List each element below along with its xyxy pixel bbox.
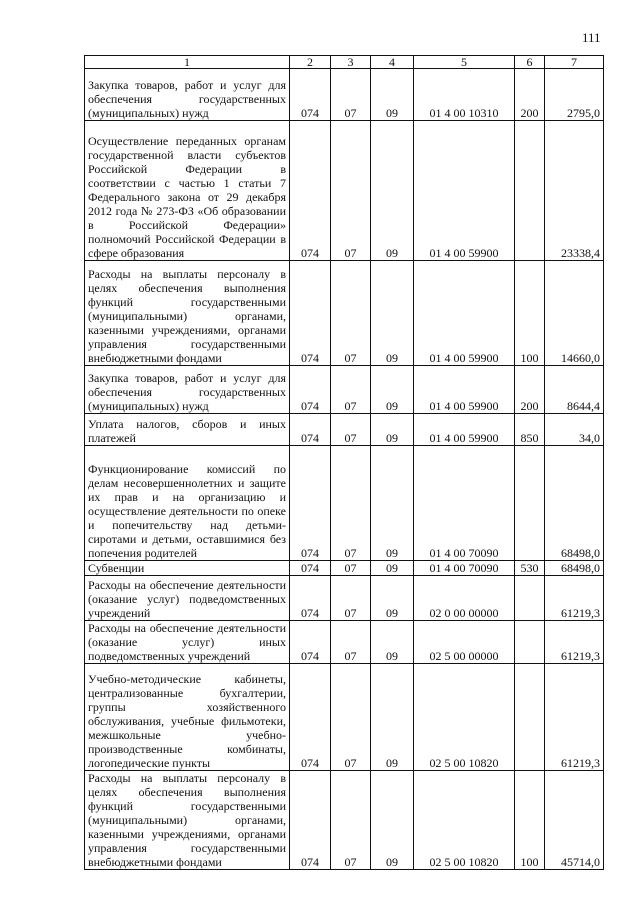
code-subsection: 09 (371, 414, 414, 446)
code-section: 07 (331, 561, 371, 576)
row-description: Осуществление переданных органам государственной власти субъектов Российской Федерации в соответствии с частью 1 статьи 7 Федерального закона от 29 декабря 2012 года № 273-ФЗ «Об образовании в Российской Федерации» полномочий Российской Федерации в сфере образования (85, 121, 290, 261)
code-target-item: 01 4 00 59900 (414, 261, 515, 366)
table-row (85, 771, 604, 870)
row-description: Расходы на обеспечение деятельности (оказание услуг) подведомственных учреждений (85, 576, 290, 621)
code-subsection: 09 (371, 664, 414, 771)
code-target-item: 01 4 00 10310 (414, 69, 515, 121)
code-ministry: 074 (290, 576, 331, 621)
code-ministry: 074 (290, 561, 331, 576)
table-row (85, 621, 604, 664)
amount-value: 61219,3 (545, 664, 604, 771)
code-section: 07 (331, 366, 371, 414)
amount-value: 34,0 (545, 414, 604, 446)
code-section: 07 (331, 771, 371, 870)
budget-table (84, 55, 604, 870)
code-expense-type: 100 (515, 771, 545, 870)
amount-value: 2795,0 (545, 69, 604, 121)
code-section: 07 (331, 121, 371, 261)
row-description: Функционирование комиссий по делам несовершеннолетних и защите их прав и на организацию и осуществление деятельности по опеке и попечительству над детьми-сиротами и детьми, оставшимися без попечения родителей (85, 446, 290, 561)
header-cell: 5 (414, 56, 515, 69)
row-description: Учебно-методические кабинеты, централизованные бухгалтерии, группы хозяйственного обслуживания, учебные фильмотеки, межшкольные учебно-производственные комбинаты, логопедические пункты (85, 664, 290, 771)
code-section: 07 (331, 446, 371, 561)
code-subsection: 09 (371, 366, 414, 414)
code-target-item: 01 4 00 59900 (414, 366, 515, 414)
code-expense-type: 100 (515, 261, 545, 366)
amount-value: 61219,3 (545, 576, 604, 621)
code-expense-type (515, 446, 545, 561)
code-target-item: 02 0 00 00000 (414, 576, 515, 621)
amount-value: 61219,3 (545, 621, 604, 664)
code-target-item: 02 5 00 00000 (414, 621, 515, 664)
code-target-item: 01 4 00 70090 (414, 561, 515, 576)
header-cell: 4 (371, 56, 414, 69)
code-ministry: 074 (290, 261, 331, 366)
code-ministry: 074 (290, 366, 331, 414)
row-description: Закупка товаров, работ и услуг для обеспечения государственных (муниципальных) нужд (85, 69, 290, 121)
code-expense-type (515, 621, 545, 664)
amount-value: 45714,0 (545, 771, 604, 870)
code-expense-type: 200 (515, 69, 545, 121)
code-expense-type: 200 (515, 366, 545, 414)
table-row (85, 366, 604, 414)
code-target-item: 01 4 00 70090 (414, 446, 515, 561)
row-description: Расходы на обеспечение деятельности (оказание услуг) иных подведомственных учреждений (85, 621, 290, 664)
page-number: 111 (582, 30, 601, 45)
code-ministry: 074 (290, 621, 331, 664)
code-expense-type (515, 576, 545, 621)
row-description: Уплата налогов, сборов и иных платежей (85, 414, 290, 446)
amount-value: 8644,4 (545, 366, 604, 414)
code-subsection: 09 (371, 69, 414, 121)
table-row (85, 414, 604, 446)
code-target-item: 02 5 00 10820 (414, 664, 515, 771)
row-description: Субвенции (85, 561, 290, 576)
code-section: 07 (331, 576, 371, 621)
table-row (85, 261, 604, 366)
code-ministry: 074 (290, 121, 331, 261)
code-expense-type: 530 (515, 561, 545, 576)
code-ministry: 074 (290, 771, 331, 870)
code-ministry: 074 (290, 69, 331, 121)
code-subsection: 09 (371, 446, 414, 561)
header-cell: 7 (545, 56, 604, 69)
table-row (85, 664, 604, 771)
code-target-item: 01 4 00 59900 (414, 414, 515, 446)
amount-value: 68498,0 (545, 561, 604, 576)
row-description: Расходы на выплаты персоналу в целях обеспечения выполнения функций государственными (муниципальными) органами, казенными учреждениями, органами управления государственными внебюджетными фондами (85, 261, 290, 366)
code-subsection: 09 (371, 621, 414, 664)
code-subsection: 09 (371, 121, 414, 261)
amount-value: 14660,0 (545, 261, 604, 366)
code-expense-type (515, 664, 545, 771)
code-ministry: 074 (290, 414, 331, 446)
code-ministry: 074 (290, 664, 331, 771)
header-cell: 2 (290, 56, 331, 69)
header-cell: 3 (331, 56, 371, 69)
code-section: 07 (331, 261, 371, 366)
table-row (85, 446, 604, 561)
header-cell: 1 (85, 56, 290, 69)
header-cell: 6 (515, 56, 545, 69)
table-row (85, 69, 604, 121)
code-section: 07 (331, 69, 371, 121)
table-row (85, 576, 604, 621)
code-section: 07 (331, 414, 371, 446)
row-description: Расходы на выплаты персоналу в целях обеспечения выполнения функций государственными (муниципальными) органами, казенными учреждениями, органами управления государственными внебюджетными фондами (85, 771, 290, 870)
code-expense-type (515, 121, 545, 261)
table-row (85, 561, 604, 576)
code-subsection: 09 (371, 261, 414, 366)
row-description: Закупка товаров, работ и услуг для обеспечения государственных (муниципальных) нужд (85, 366, 290, 414)
table-row (85, 121, 604, 261)
code-subsection: 09 (371, 771, 414, 870)
code-subsection: 09 (371, 561, 414, 576)
code-subsection: 09 (371, 576, 414, 621)
amount-value: 68498,0 (545, 446, 604, 561)
code-target-item: 01 4 00 59900 (414, 121, 515, 261)
code-section: 07 (331, 621, 371, 664)
code-section: 07 (331, 664, 371, 771)
code-ministry: 074 (290, 446, 331, 561)
table-header-row (85, 56, 604, 69)
code-expense-type: 850 (515, 414, 545, 446)
code-target-item: 02 5 00 10820 (414, 771, 515, 870)
amount-value: 23338,4 (545, 121, 604, 261)
